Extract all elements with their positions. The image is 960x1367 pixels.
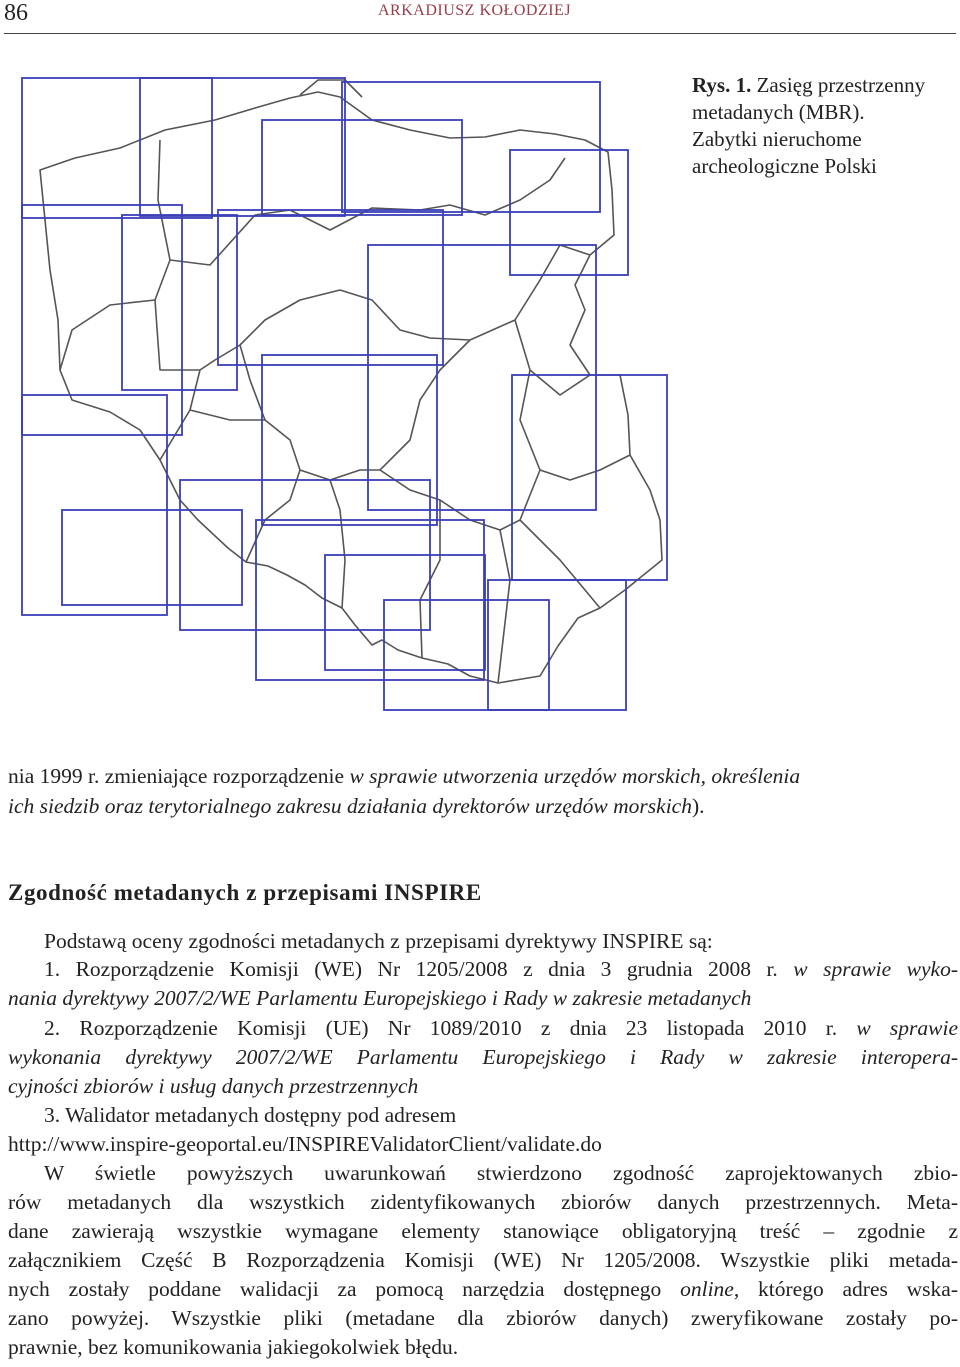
mbr-boxes [22,78,667,710]
paragraph-line: rów metadanych dla wszystkich zidentyfikowanych zbiorów danych przestrzennych. Meta- [8,1190,958,1214]
figure-label: Rys. 1. [692,73,752,97]
metadata-extent-map [0,70,690,730]
mbr-box [342,82,600,212]
inner-boundaries-west [60,300,200,460]
paragraph-line: załącznikiem Część B Rozporządzenia Komisji (WE) Nr 1205/2008. Wszystkie pliki metada- [8,1248,958,1272]
page-header [0,0,960,34]
mbr-box [368,245,596,510]
validator-url[interactable]: http://www.inspire-geoportal.eu/INSPIREValidatorClient/validate.do [8,1132,602,1156]
list-item-2-cont: wykonania dyrektywy 2007/2/WE Parlamentu Europejskiego i Rady w zakresie interopera- [8,1045,958,1069]
mbr-box [22,205,182,435]
paragraph-line: nych zostały poddane walidacji za pomocą narzędzia dostępnego online, którego adres wska- [8,1277,959,1301]
poland-outline [40,80,662,683]
caption-line: metadanych (MBR). [692,100,865,124]
intro-line-2: ich siedzib oraz terytorialnego zakresu działania dyrektorów urzędów morskich). [8,794,705,818]
intro-line-1: nia 1999 r. zmieniające rozporządzenie w sprawie utworzenia urzędów morskich, określenia [8,764,801,788]
paragraph-line: W świetle powyższych uwarunkowań stwierdzono zgodność zaprojektowanych zbio- [44,1161,958,1185]
inner-boundaries-center [240,340,470,480]
mbr-box [218,210,443,365]
page-number: 86 [4,0,28,26]
list-item-3: 3. Walidator metadanych dostępny pod adresem [44,1103,457,1127]
list-item-2-cont-2: cyjności zbiorów i usług danych przestrzennych [8,1074,419,1098]
caption-line: Zasięg przestrzenny [756,73,926,97]
paragraph-line: prawnie, bez komunikowania jakiegokolwiek błędu. [8,1335,459,1359]
header-rule [4,33,956,34]
list-item-1-cont: nania dyrektywy 2007/2/WE Parlamentu Europejskiego i Rady w zakresie metadanych [8,986,752,1010]
inner-boundaries-north [158,140,565,265]
list-item-2: 2. Rozporządzenie Komisji (UE) Nr 1089/2010 z dnia 23 listopada 2010 r. w sprawie [44,1016,959,1040]
country-border [40,92,662,683]
caption-line: archeologiczne Polski [692,154,877,178]
list-item-1: 1. Rozporządzenie Komisji (WE) Nr 1205/2008 z dnia 3 grudnia 2008 r. w sprawie wyko- [44,957,958,981]
figure-caption [692,72,960,180]
section-heading: Zgodność metadanych z przepisami INSPIRE [8,880,482,905]
inner-boundaries-south [190,410,600,683]
paragraph-line: dane zawierają wszystkie wymagane elementy stanowiące obligatoryjną treść – zgodnie z [8,1219,958,1243]
lead-sentence: Podstawą oceny zgodności metadanych z przepisami dyrektywy INSPIRE są: [44,929,713,953]
running-head: ARKADIUSZ KOŁODZIEJ [378,2,572,19]
mbr-box [140,78,345,216]
mbr-box [22,395,167,615]
paragraph-line: zano powyżej. Wszystkie pliki (metadane dla zbiorów danych) zweryfikowane zostały po- [8,1306,958,1330]
caption-line: Zabytki nieruchome [692,127,862,151]
mbr-box [62,510,242,605]
mbr-box [384,600,549,710]
